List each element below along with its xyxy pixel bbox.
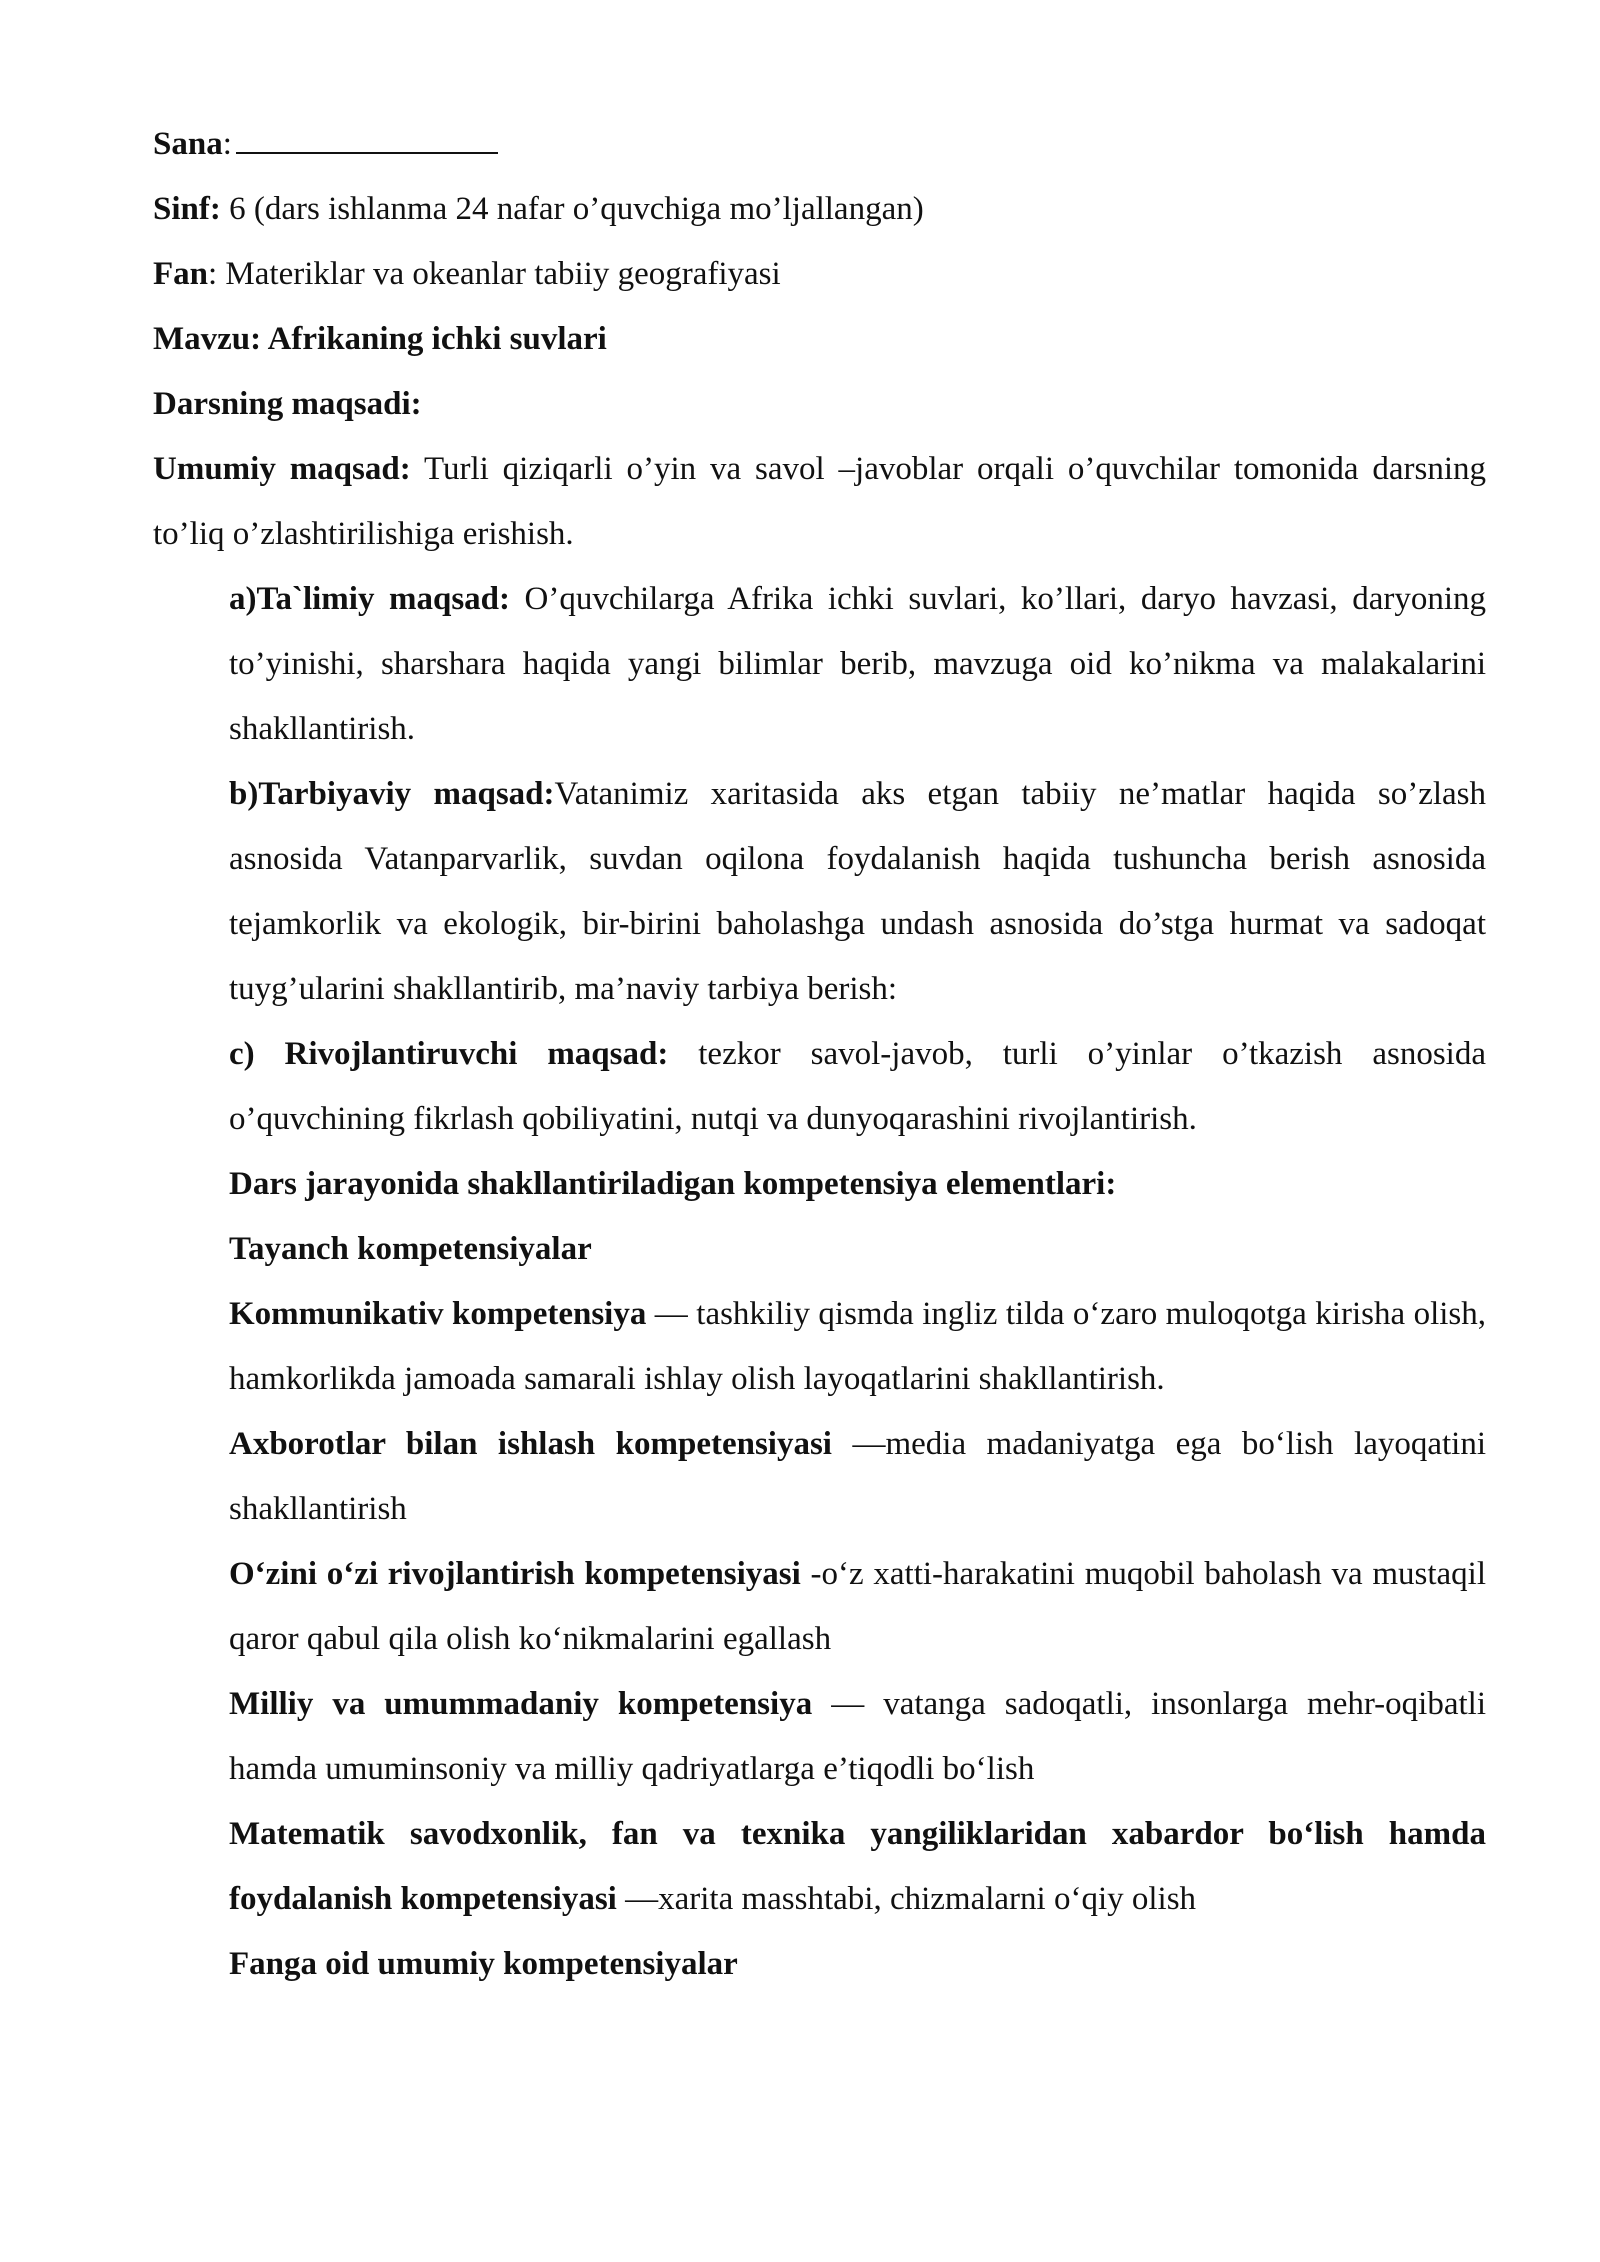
umumiy-maqsad-text: Turli qiziqarli o’yin va savol –javoblar orqali o’quvchilar tomonida darsning to’liq o’zlashtirilishiga erishish.	[153, 451, 1487, 552]
axborotlar-paragraph	[153, 1412, 1486, 1542]
milliy-label: Milliy va umummadaniy kompetensiya	[229, 1686, 813, 1722]
milliy-text: — vatanga sadoqatli, insonlarga mehr-oqibatli hamda umuminsoniy va milliy qadriyatlarga e’tiqodli bo‘lish	[229, 1686, 1486, 1787]
kommunikativ-paragraph	[153, 1282, 1486, 1412]
maqsad-heading: Darsning maqsadi:	[153, 386, 422, 422]
talimiy-maqsad-label: a)Ta`limiy maqsad:	[229, 581, 510, 617]
fan-line	[153, 242, 1486, 307]
fanga-heading-line	[153, 1932, 1486, 1997]
tayanch-heading-line	[153, 1217, 1486, 1282]
competence-heading: Dars jarayonida shakllantiriladigan kompetensiya elementlari:	[229, 1166, 1117, 1202]
sana-separator: :	[222, 126, 232, 162]
kommunikativ-text: — tashkiliy qismda ingliz tilda o‘zaro muloqotga kirisha olish, hamkorlikda jamoada samarali ishlay olish layoqatlarini shakllantirish.	[229, 1296, 1486, 1397]
fanga-heading: Fanga oid umumiy kompetensiyalar	[229, 1946, 738, 1982]
mavzu-line	[153, 307, 1486, 372]
rivojlantiruvchi-maqsad-paragraph	[153, 1022, 1486, 1152]
sana-label: Sana	[153, 126, 223, 162]
sinf-line	[153, 177, 1486, 242]
tarbiyaviy-maqsad-text: Vatanimiz xaritasida aks etgan tabiiy ne’matlar haqida so’zlash asnosida Vatanparvarlik, suvdan oqilona foydalanish haqida tushuncha berish asnosida tejamkorlik va ekologik, bir-birini baholashga undash asnosida do’stga hurmat va sadoqat tuyg’ularini shakllantirib, ma’naviy tarbiya berish:	[229, 776, 1486, 1007]
ozini-rivojlantirish-label: O‘zini o‘zi rivojlantirish kompetensiyasi	[229, 1556, 801, 1592]
maqsad-heading-line	[153, 372, 1486, 437]
mavzu-title: Mavzu: Afrikaning ichki suvlari	[153, 321, 607, 357]
axborotlar-text: —media madaniyatga ega bo‘lish layoqatini shakllantirish	[229, 1426, 1486, 1527]
kommunikativ-label: Kommunikativ kompetensiya	[229, 1296, 647, 1332]
ozini-rivojlantirish-text: -o‘z xatti-harakatini muqobil baholash va mustaqil qaror qabul qila olish ko‘nikmalarini egallash	[229, 1556, 1486, 1657]
talimiy-maqsad-paragraph	[153, 567, 1486, 762]
tarbiyaviy-maqsad-label: b)Tarbiyaviy maqsad:	[229, 776, 555, 812]
tayanch-heading: Tayanch kompetensiyalar	[229, 1231, 592, 1267]
competence-heading-line	[153, 1152, 1486, 1217]
tarbiyaviy-maqsad-paragraph	[153, 762, 1486, 1022]
talimiy-maqsad-text: O’quvchilarga Afrika ichki suvlari, ko’llari, daryo havzasi, daryoning to’yinishi, sharshara haqida yangi bilimlar berib, mavzuga oid ko’nikma va malakalarini shakllantirish.	[229, 581, 1486, 747]
umumiy-maqsad-label: Umumiy maqsad:	[153, 451, 411, 487]
sinf-value: 6 (dars ishlanma 24 nafar o’quvchiga mo’ljallangan)	[220, 191, 924, 227]
ozini-rivojlantirish-paragraph	[153, 1542, 1486, 1672]
matematik-paragraph	[153, 1802, 1486, 1932]
rivojlantiruvchi-maqsad-label: c) Rivojlantiruvchi maqsad:	[229, 1036, 669, 1072]
sana-line	[153, 112, 1486, 177]
sana-blank-line	[236, 122, 498, 154]
axborotlar-label: Axborotlar bilan ishlash kompetensiyasi	[229, 1426, 832, 1462]
umumiy-maqsad-paragraph	[153, 437, 1486, 567]
fan-label: Fan	[153, 256, 209, 292]
milliy-paragraph	[153, 1672, 1486, 1802]
fan-value: : Materiklar va okeanlar tabiiy geografiyasi	[208, 256, 781, 292]
rivojlantiruvchi-maqsad-text: tezkor savol-javob, turli o’yinlar o’tkazish asnosida o’quvchining fikrlash qobiliyatini, nutqi va dunyoqarashini rivojlantirish.	[229, 1036, 1486, 1137]
sinf-label: Sinf:	[153, 191, 221, 227]
matematik-label: Matematik savodxonlik, fan va texnika yangiliklaridan xabardor bo‘lish hamda foydalanish kompetensiyasi	[229, 1816, 1486, 1917]
matematik-text: —xarita masshtabi, chizmalarni o‘qiy olish	[616, 1881, 1197, 1917]
